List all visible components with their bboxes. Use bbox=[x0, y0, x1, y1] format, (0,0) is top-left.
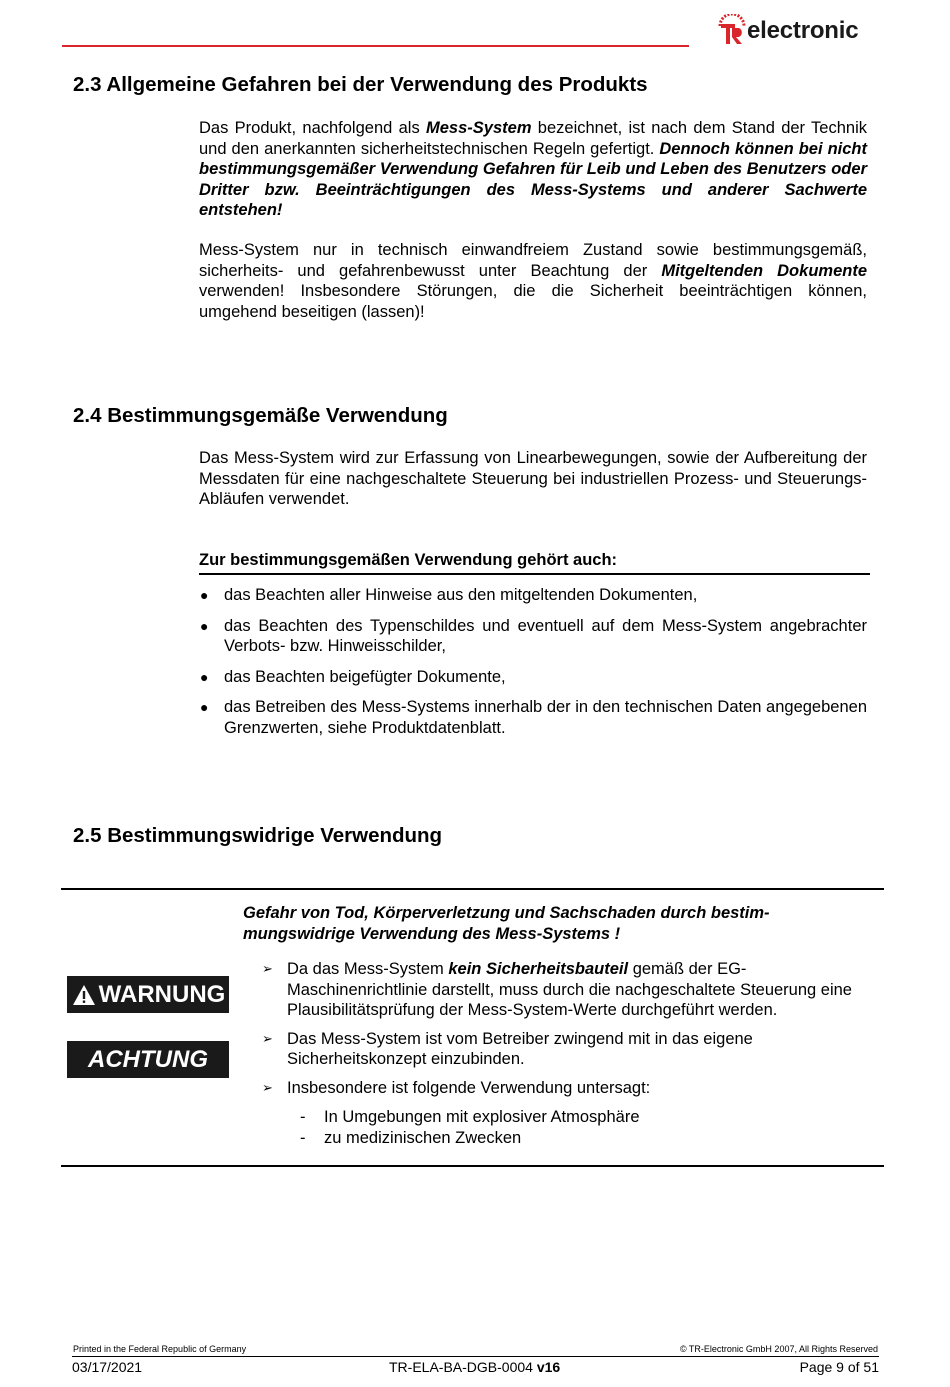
list-item: ● das Beachten des Typenschildes und eventuell auf dem Mess-System angebrachter Verbots- bzw. Hinweisschilder, bbox=[200, 616, 867, 655]
caution-badge: ACHTUNG bbox=[67, 1041, 229, 1078]
footer-rule bbox=[72, 1356, 879, 1357]
list-item: ● das Betreiben des Mess-Systems innerhalb der in den technischen Daten angegebenen Grenzwerten, siehe Produktdatenblatt. bbox=[200, 698, 867, 737]
list-item: - zu medizinischen Zwecken bbox=[300, 1129, 522, 1147]
prohibited-uses-list bbox=[298, 1107, 640, 1149]
section-2-3-heading: 2.3 Allgemeine Gefahren bei der Verwendung des Produkts bbox=[73, 73, 648, 96]
warning-badge bbox=[67, 976, 229, 1013]
subheading-underline bbox=[199, 573, 870, 575]
footer-date: 03/17/2021 bbox=[72, 1359, 143, 1375]
warning-triangle-icon bbox=[71, 983, 97, 1007]
section-2-3-paragraph-1: Das Produkt, nachfolgend als Mess-System bezeichnet, ist nach dem Stand der Technik und den anerkannten sicherheitstechnischen Regeln gefertigt. Dennoch können bei nicht bestimmungsgemäßer Verwendung Gefahren für Leib und Leben des Benutzers oder Dritter bzw. Beeinträchtigungen des Mess-Systems und anderer Sachwerte entstehen! bbox=[199, 119, 867, 219]
section-2-4-paragraph: Das Mess-System wird zur Erfassung von Linearbewegungen, sowie der Aufbereitung der Messdaten für eine nachgeschaltete Steuerung bei industriellen Prozess- und Steuerungs-Abläufen verwendet. bbox=[199, 449, 867, 508]
company-logo bbox=[717, 12, 877, 48]
warning-list bbox=[262, 959, 872, 1106]
list-item: ➢ Da das Mess-System kein Sicherheitsbauteil gemäß der EG-Maschinenrichtlinie darstellt, muss durch die nachgeschaltete Steuerung eine Plausibilitätsprüfung der Mess-System-Werte durchgeführt werden. bbox=[262, 960, 852, 1019]
list-item: ➢ Insbesondere ist folgende Verwendung untersagt: bbox=[262, 1078, 651, 1097]
footer-printed-note: Printed in the Federal Republic of Germany bbox=[73, 1344, 247, 1354]
tr-logo-icon bbox=[717, 14, 747, 46]
warning-box-top-rule bbox=[61, 888, 884, 890]
warning-box-bottom-rule bbox=[61, 1165, 884, 1167]
list-item: ➢ Das Mess-System ist vom Betreiber zwingend mit in das eigene Sicherheitskonzept einzubinden. bbox=[262, 1029, 753, 1068]
section-2-4-heading: 2.4 Bestimmungsgemäße Verwendung bbox=[73, 404, 448, 427]
warning-heading: Gefahr von Tod, Körperverletzung und Sachschaden durch bestim-mungswidrige Verwendung des Mess-Systems ! bbox=[243, 904, 770, 943]
header-rule bbox=[62, 45, 689, 47]
usage-subheading: Zur bestimmungsgemäßen Verwendung gehört auch: bbox=[199, 551, 618, 569]
list-item: ● das Beachten aller Hinweise aus den mitgeltenden Dokumenten, bbox=[200, 586, 698, 604]
usage-bullet-list bbox=[199, 585, 867, 748]
footer-page-number: Page 9 of 51 bbox=[799, 1359, 879, 1375]
footer-document-id: TR-ELA-BA-DGB-0004 v16 bbox=[389, 1359, 561, 1375]
section-2-5-heading: 2.5 Bestimmungswidrige Verwendung bbox=[73, 824, 443, 847]
list-item: ● das Beachten beigefügter Dokumente, bbox=[200, 667, 506, 686]
list-item: - In Umgebungen mit explosiver Atmosphäre bbox=[300, 1108, 640, 1126]
section-2-3-paragraph-2: Mess-System nur in technisch einwandfreiem Zustand sowie bestimmungsgemäß, sicherheits- und gefahrenbewusst unter Beachtung der Mitgeltenden Dokumente verwenden! Insbesondere Störungen, die die Sicherheit beeinträchtigen können, umgehend beseitigen (lassen)! bbox=[199, 241, 867, 321]
footer-copyright: © TR-Electronic GmbH 2007, All Rights Reserved bbox=[679, 1344, 878, 1354]
warning-badge-label: WARNUNG bbox=[98, 980, 226, 1008]
logo-wordmark: electronic bbox=[747, 17, 859, 44]
